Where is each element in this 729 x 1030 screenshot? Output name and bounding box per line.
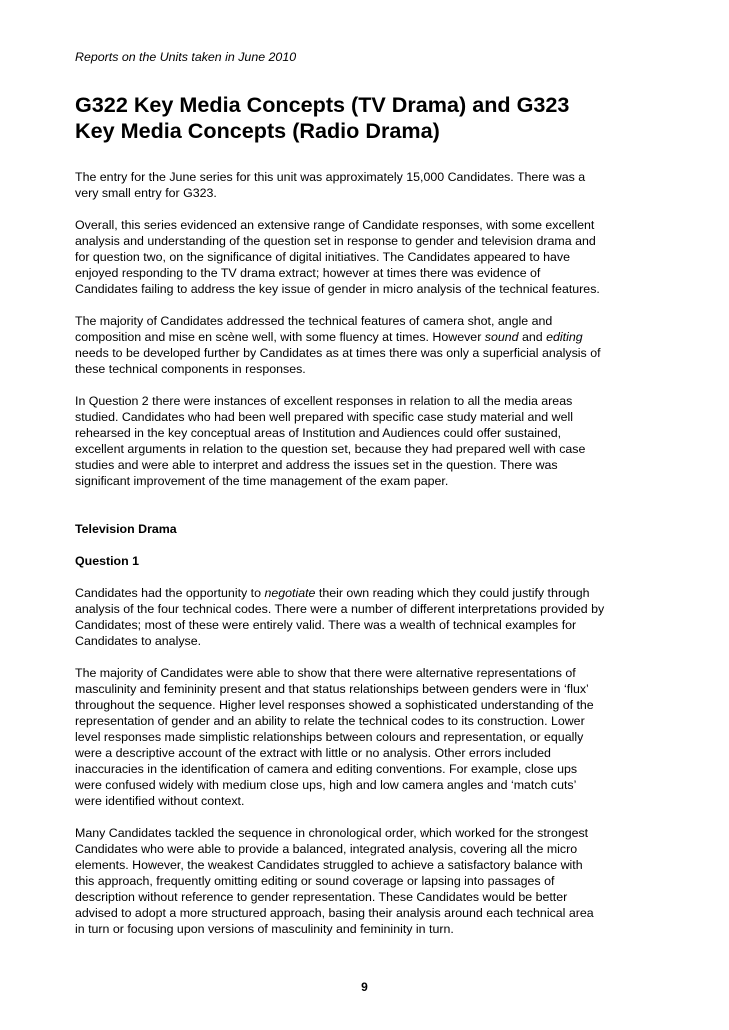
q1-paragraph-3	[75, 825, 675, 937]
text-line: Overall, this series evidenced an extensive range of Candidate responses, with some excellent	[75, 218, 595, 232]
text-line: excellent arguments in relation to the question set, because they had prepared well with case	[75, 442, 586, 456]
text-line: analysis of the four technical codes. There were a number of different interpretations provided by	[75, 602, 605, 616]
spacer	[75, 505, 675, 521]
text-run: Candidates had the opportunity to	[75, 586, 261, 600]
text-run: composition and mise en scène well, with some fluency at times. However	[75, 330, 482, 344]
text-line: representation of gender and an ability to relate the technical codes to its construction. Lower	[75, 714, 585, 728]
emphasis-sound: sound	[484, 330, 519, 344]
running-header: Reports on the Units taken in June 2010	[75, 50, 297, 64]
text-line: very small entry for G323.	[75, 186, 217, 200]
text-line: this approach, frequently omitting editing or sound coverage or lapsing into passages of	[75, 874, 555, 888]
q1-paragraph-1	[75, 585, 675, 649]
title-line-1: G322 Key Media Concepts (TV Drama) and G323	[75, 92, 570, 117]
q1-paragraph-2	[75, 665, 675, 809]
text-line: throughout the sequence. Higher level responses showed a sophisticated understanding of the	[75, 698, 594, 712]
text-line: enjoyed responding to the TV drama extract; however at times there was evidence of	[75, 266, 541, 280]
text-line: inaccuracies in the identification of camera and editing conventions. For example, close ups	[75, 762, 578, 776]
page-number: 9	[361, 980, 368, 994]
text-line: were identified without context.	[75, 794, 245, 808]
text-line: Many Candidates tackled the sequence in chronological order, which worked for the strongest	[75, 826, 589, 840]
section-heading: Television Drama	[75, 522, 177, 536]
text-line: In Question 2 there were instances of excellent responses in relation to all the media areas	[75, 394, 573, 408]
emphasis-editing: editing	[546, 330, 583, 344]
text-line: were confused widely with medium close ups, high and low camera angles and ‘match cuts’	[75, 778, 577, 792]
text-line: Candidates to analyse.	[75, 634, 202, 648]
intro-paragraph-1	[75, 169, 675, 201]
text-line: description without reference to gender representation. These Candidates would be better	[75, 890, 568, 904]
text-line: level responses made simplistic relationships between colours and representation, or equally	[75, 730, 584, 744]
text-line: Candidates; most of these were entirely valid. There was a wealth of technical examples for	[75, 618, 577, 632]
text-line	[75, 329, 675, 345]
text-line: for question two, on the significance of digital initiatives. The Candidates appeared to have	[75, 250, 571, 264]
text-run: their own reading which they could justify through	[318, 586, 590, 600]
text-line: The entry for the June series for this unit was approximately 15,000 Candidates. There was a	[75, 170, 586, 184]
text-line: The majority of Candidates were able to show that there were alternative representations of	[75, 666, 576, 680]
intro-paragraph-3	[75, 313, 675, 377]
text-line: Candidates who were able to provide a balanced, integrated analysis, covering all the micro	[75, 842, 578, 856]
text-line: elements. However, the weakest Candidates struggled to achieve a satisfactory balance with	[75, 858, 583, 872]
text-line: Candidates failing to address the key issue of gender in micro analysis of the technical features.	[75, 282, 600, 296]
text-line: were a descriptive account of the extract with little or no analysis. Other errors included	[75, 746, 551, 760]
text-line: advised to adopt a more structured approach, basing their analysis around each technical area	[75, 906, 594, 920]
intro-paragraph-2	[75, 217, 675, 297]
text-line: studies and were able to interpret and address the issues set in the question. There was	[75, 458, 558, 472]
page-title	[75, 92, 675, 144]
report-body	[75, 169, 675, 953]
text-line: The majority of Candidates addressed the technical features of camera shot, angle and	[75, 314, 553, 328]
text-line: studied. Candidates who had been well prepared with specific case study material and well	[75, 410, 573, 424]
text-run: and	[522, 330, 543, 344]
text-line: masculinity and femininity present and that status relationships between genders were in ‘flux’	[75, 682, 589, 696]
text-line: analysis and understanding of the question set in response to gender and television drama and	[75, 234, 596, 248]
text-line: needs to be developed further by Candidates as at times there was only a superficial analysis of	[75, 346, 601, 360]
intro-paragraph-4	[75, 393, 675, 489]
text-line	[75, 585, 675, 601]
emphasis-negotiate: negotiate	[264, 586, 316, 600]
text-line: in turn or focusing upon versions of masculinity and femininity in turn.	[75, 922, 454, 936]
text-line: these technical components in responses.	[75, 362, 306, 376]
question-heading: Question 1	[75, 554, 140, 568]
text-line: rehearsed in the key conceptual areas of Institution and Audiences could offer sustained,	[75, 426, 562, 440]
text-line: significant improvement of the time management of the exam paper.	[75, 474, 449, 488]
title-line-2: Key Media Concepts (Radio Drama)	[75, 118, 440, 143]
